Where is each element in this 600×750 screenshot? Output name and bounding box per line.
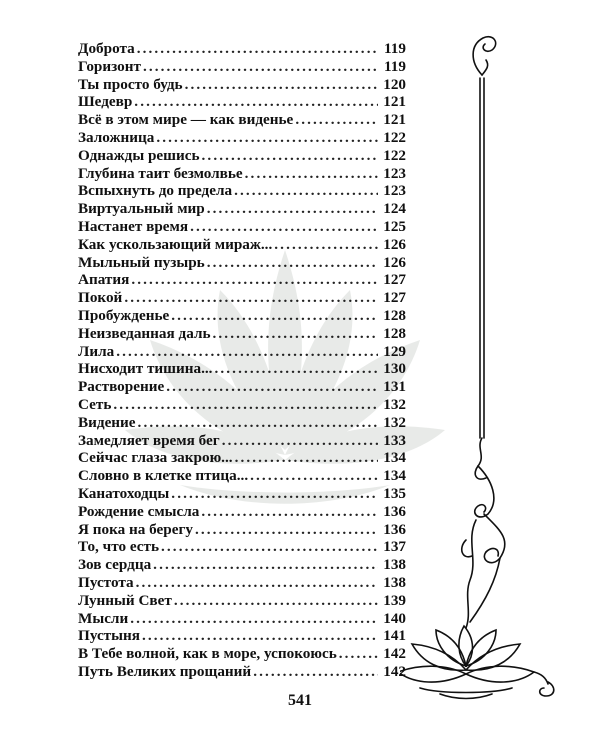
- toc-dot-leader: [253, 663, 378, 681]
- toc-entry-title: Мысли: [78, 609, 129, 627]
- toc-entry: [78, 414, 406, 432]
- toc-dot-leader: [185, 76, 378, 94]
- toc-entry-title: Рождение смысла: [78, 502, 200, 520]
- toc-entry: [78, 236, 406, 254]
- toc-entry-title: Заложница: [78, 128, 155, 146]
- toc-entry: [78, 663, 406, 681]
- toc-entry: [78, 182, 406, 200]
- toc-entry-page: 127: [383, 271, 406, 289]
- toc-dot-leader: [214, 360, 378, 378]
- toc-entry-title: Пустыня: [78, 627, 140, 645]
- toc-dot-leader: [137, 40, 378, 58]
- toc-dot-leader: [171, 485, 378, 503]
- toc-dot-leader: [235, 449, 378, 467]
- toc-entry-title: Нисходит тишина...: [78, 360, 213, 378]
- toc-dot-leader: [156, 129, 378, 147]
- vine-lotus-ornament-icon: [400, 0, 600, 750]
- toc-entry: [78, 467, 406, 485]
- toc-entry: [78, 485, 406, 503]
- toc-entry: [78, 289, 406, 307]
- toc-entry: [78, 129, 406, 147]
- toc-entry-page: 121: [383, 111, 406, 129]
- toc-dot-leader: [190, 218, 378, 236]
- toc-entry-title: Сеть: [78, 395, 112, 413]
- toc-entry-title: Виртуальный мир: [78, 200, 205, 218]
- toc-entry-page: 139: [383, 591, 406, 609]
- toc-entry-page: 133: [383, 431, 406, 449]
- toc-entry-page: 134: [383, 467, 406, 485]
- toc-entry: [78, 574, 406, 592]
- toc-dot-leader: [116, 343, 378, 361]
- toc-entry-page: 127: [383, 289, 406, 307]
- toc-dot-leader: [131, 271, 378, 289]
- toc-entry-title: То, что есть: [78, 538, 160, 556]
- toc-entry-page: 126: [383, 253, 406, 271]
- toc-entry-title: Я пока на берегу: [78, 520, 193, 538]
- toc-entry: [78, 521, 406, 539]
- toc-entry-page: 135: [383, 484, 406, 502]
- toc-entry: [78, 343, 406, 361]
- toc-entry-title: Зов сердца: [78, 556, 152, 574]
- toc-entry: [78, 396, 406, 414]
- toc-entry: [78, 432, 406, 450]
- toc-dot-leader: [143, 58, 378, 76]
- toc-entry: [78, 218, 406, 236]
- toc-entry: [78, 592, 406, 610]
- toc-entry-title: Глубина таит безмолвье: [78, 164, 243, 182]
- toc-entry-title: Однажды решись: [78, 146, 200, 164]
- toc-entry-page: 130: [383, 360, 406, 378]
- toc-entry-title: Видение: [78, 413, 136, 431]
- toc-entry: [78, 360, 406, 378]
- toc-entry: [78, 254, 406, 272]
- toc-entry: [78, 378, 406, 396]
- toc-entry: [78, 271, 406, 289]
- toc-entry-page: 125: [383, 217, 406, 235]
- toc-entry-title: В Тебе волной, как в море, успокоюсь: [78, 645, 337, 663]
- toc-entry: [78, 76, 406, 94]
- toc-dot-leader: [245, 165, 378, 183]
- toc-dot-leader: [202, 147, 378, 165]
- toc-dot-leader: [130, 610, 378, 628]
- toc-entry-page: 122: [383, 128, 406, 146]
- toc-dot-leader: [113, 396, 378, 414]
- toc-entry-title: Замедляет время бег: [78, 431, 220, 449]
- toc-entry-page: 137: [383, 538, 406, 556]
- toc-dot-leader: [166, 378, 378, 396]
- toc-entry-title: Как ускользающий мираж...: [78, 235, 273, 253]
- toc-entry: [78, 165, 406, 183]
- toc-dot-leader: [213, 325, 379, 343]
- toc-dot-leader: [339, 645, 378, 663]
- toc-dot-leader: [136, 574, 378, 592]
- toc-entry: [78, 449, 406, 467]
- toc-entry: [78, 307, 406, 325]
- toc-entry: [78, 503, 406, 521]
- toc-entry-page: 119: [384, 40, 406, 57]
- toc-entry-page: 128: [383, 324, 406, 342]
- page-number: 541: [288, 692, 312, 709]
- toc-dot-leader: [153, 556, 378, 574]
- toc-entry-page: 128: [383, 306, 406, 324]
- toc-entry-title: Лила: [78, 342, 115, 360]
- toc-entry: [78, 111, 406, 129]
- toc-entry-page: 138: [383, 556, 406, 574]
- toc-dot-leader: [234, 182, 378, 200]
- toc-dot-leader: [274, 236, 378, 254]
- toc-entry-page: 122: [383, 146, 406, 164]
- toc-entry: [78, 58, 406, 76]
- toc-entry: [78, 40, 406, 58]
- toc-dot-leader: [195, 521, 378, 539]
- toc-entry-page: 126: [383, 235, 406, 253]
- toc-entry: [78, 538, 406, 556]
- toc-dot-leader: [201, 503, 378, 521]
- toc-entry-title: Мыльный пузырь: [78, 253, 205, 271]
- toc-entry-title: Лунный Свет: [78, 591, 172, 609]
- toc-entry-page: 142: [383, 662, 406, 680]
- toc-entry: [78, 325, 406, 343]
- toc-dot-leader: [207, 200, 378, 218]
- toc-entry: [78, 627, 406, 645]
- toc-entry-page: 132: [383, 413, 406, 431]
- toc-entry-page: 129: [383, 342, 406, 360]
- toc-entry-title: Доброта: [78, 40, 135, 57]
- toc-entry-page: 134: [383, 449, 406, 467]
- toc-entry-page: 123: [383, 164, 406, 182]
- toc-entry: [78, 200, 406, 218]
- toc-entry-title: Сейчас глаза закрою...: [78, 449, 233, 467]
- toc-dot-leader: [134, 93, 378, 111]
- toc-entry-page: 138: [383, 573, 406, 591]
- toc-entry-title: Вспыхнуть до предела: [78, 182, 233, 200]
- toc-entry-title: Канатоходцы: [78, 484, 170, 502]
- toc-entry-title: Шедевр: [78, 93, 133, 111]
- toc-entry-page: 136: [383, 520, 406, 538]
- toc-entry-page: 123: [383, 182, 406, 200]
- toc-entry-page: 141: [383, 627, 406, 645]
- toc-entry-page: 142: [383, 645, 406, 663]
- toc-entry-title: Пустота: [78, 573, 134, 591]
- toc-entry-title: Пробужденье: [78, 306, 170, 324]
- toc-dot-leader: [222, 432, 378, 450]
- toc-entry: [78, 556, 406, 574]
- toc-dot-leader: [174, 592, 378, 610]
- toc-dot-leader: [207, 254, 378, 272]
- toc-entry-page: 121: [383, 93, 406, 111]
- toc-entry-page: 124: [383, 200, 406, 218]
- toc-entry: [78, 147, 406, 165]
- toc-entry-page: 120: [383, 75, 406, 93]
- toc-dot-leader: [124, 289, 378, 307]
- toc-dot-leader: [142, 627, 378, 645]
- toc-entry-title: Апатия: [78, 271, 130, 289]
- toc-entry-page: 119: [384, 57, 406, 75]
- toc-entry-page: 136: [383, 502, 406, 520]
- toc-entry-title: Всё в этом мире — как виденье: [78, 111, 294, 129]
- toc-entry-title: Настанет время: [78, 217, 189, 235]
- toc-entry-title: Покой: [78, 289, 123, 307]
- table-of-contents: [78, 40, 406, 681]
- toc-entry: [78, 610, 406, 628]
- toc-entry-page: 131: [383, 378, 406, 396]
- toc-entry: [78, 645, 406, 663]
- toc-entry: [78, 93, 406, 111]
- toc-dot-leader: [295, 111, 378, 129]
- toc-entry-title: Ты просто будь: [78, 75, 183, 93]
- toc-dot-leader: [138, 414, 378, 432]
- toc-entry-title: Словно в клетке птица...: [78, 467, 249, 485]
- toc-entry-title: Растворение: [78, 378, 165, 396]
- toc-entry-page: 132: [383, 395, 406, 413]
- toc-entry-page: 140: [383, 609, 406, 627]
- toc-entry-title: Путь Великих прощаний: [78, 662, 252, 680]
- toc-dot-leader: [161, 538, 378, 556]
- toc-entry-title: Неизведанная даль: [78, 324, 211, 342]
- toc-dot-leader: [171, 307, 378, 325]
- toc-entry-title: Горизонт: [78, 57, 141, 75]
- toc-dot-leader: [250, 467, 378, 485]
